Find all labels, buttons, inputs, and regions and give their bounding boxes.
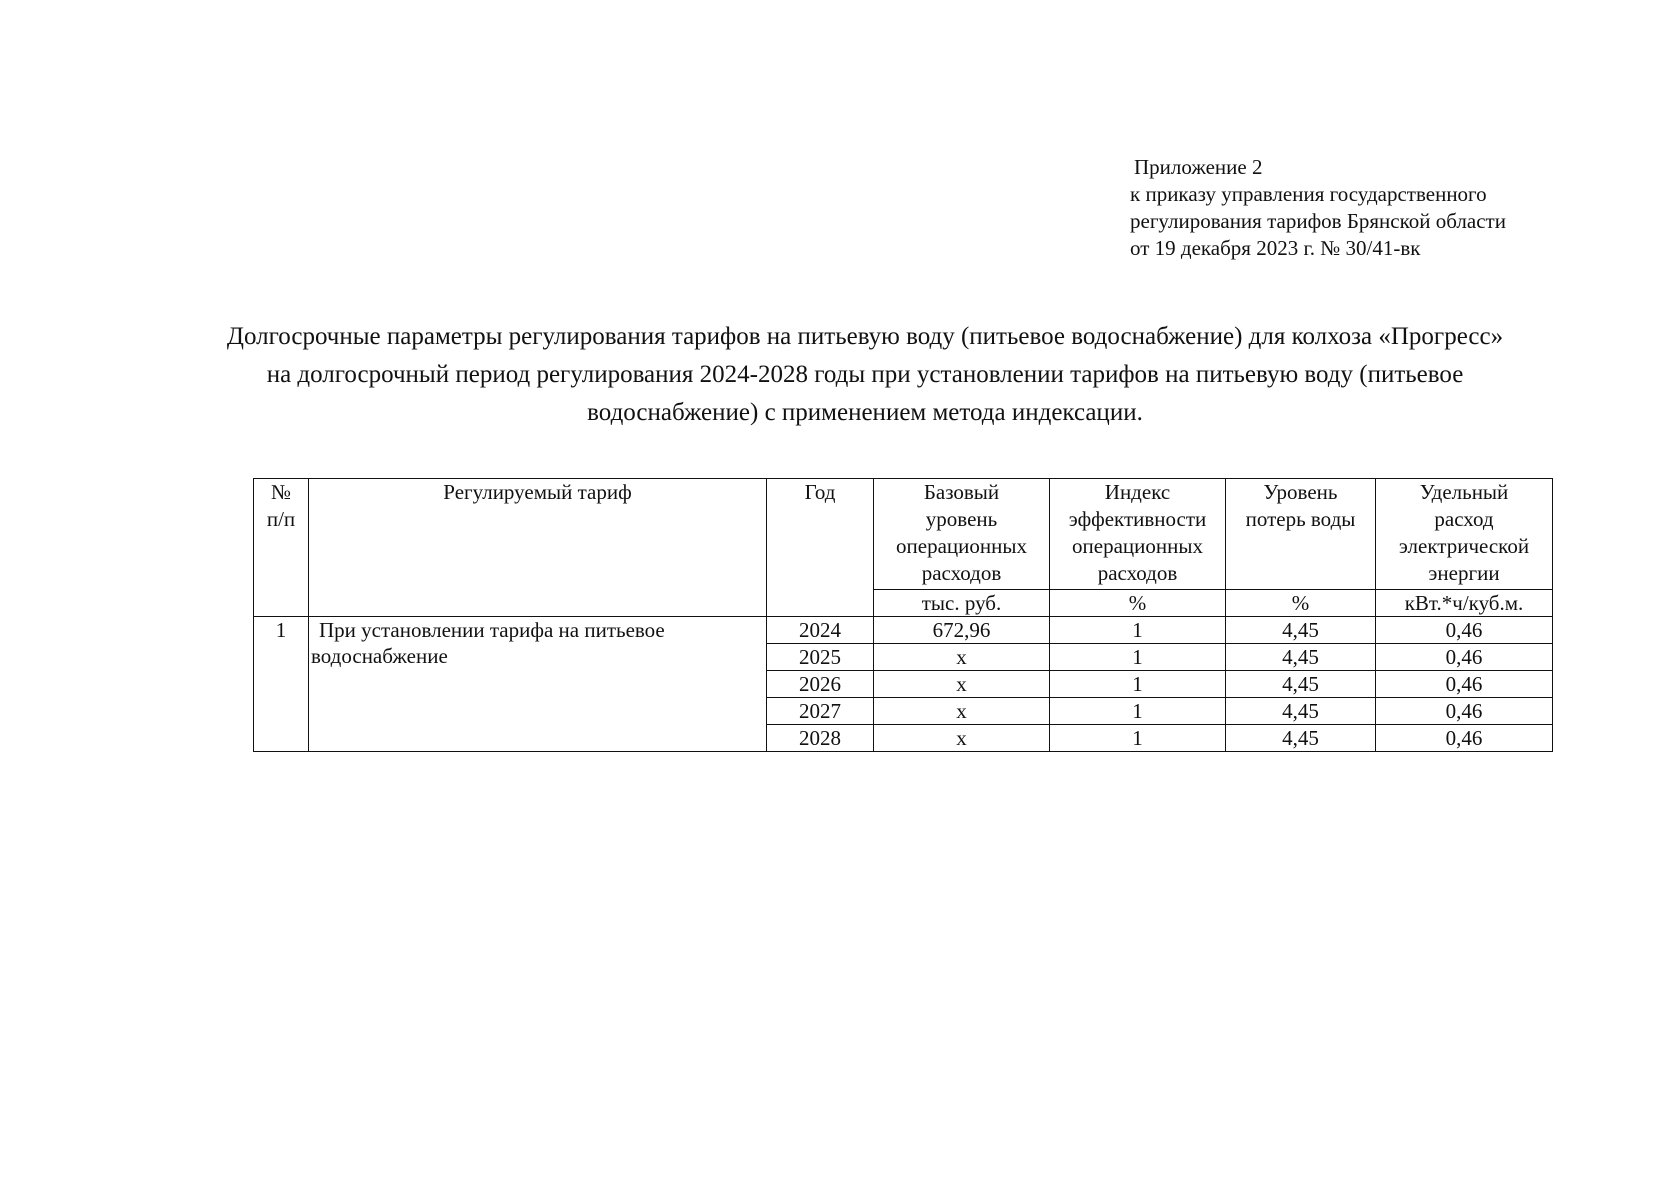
cell-energy: 0,46	[1376, 644, 1553, 671]
title-line: водоснабжение) с применением метода индексации.	[587, 399, 1143, 426]
cell-base: 672,96	[874, 617, 1050, 644]
header-base-level: Базовый уровень операционных расходов	[874, 479, 1050, 590]
cell-loss: 4,45	[1226, 698, 1376, 725]
unit-energy: кВт.*ч/куб.м.	[1376, 590, 1553, 617]
cell-loss: 4,45	[1226, 671, 1376, 698]
cell-index: 1	[1050, 698, 1226, 725]
appendix-line: регулирования тарифов Брянской области	[1130, 209, 1506, 233]
cell-energy: 0,46	[1376, 698, 1553, 725]
header-row	[254, 479, 1553, 590]
cell-base: х	[874, 725, 1050, 752]
appendix-line: Приложение 2	[1134, 155, 1263, 179]
header-num: № п/п	[254, 479, 309, 617]
header-energy-consumption: Удельный расход электрической энергии	[1376, 479, 1553, 590]
cell-index: 1	[1050, 671, 1226, 698]
cell-year: 2026	[767, 671, 874, 698]
cell-loss: 4,45	[1226, 617, 1376, 644]
row-tariff-name: При установлении тарифа на питьевое водоснабжение	[309, 617, 767, 752]
cell-year: 2024	[767, 617, 874, 644]
appendix-line: к приказу управления государственного	[1130, 182, 1487, 206]
document-title	[140, 318, 1590, 432]
parameters-table	[253, 478, 1553, 752]
cell-loss: 4,45	[1226, 725, 1376, 752]
appendix-block	[1130, 154, 1506, 262]
table-row	[254, 617, 1553, 644]
unit-index: %	[1050, 590, 1226, 617]
unit-loss: %	[1226, 590, 1376, 617]
title-line: на долгосрочный период регулирования 2024-2028 годы при установлении тарифов на питьевую воду (питьевое	[266, 361, 1464, 388]
header-water-loss: Уровень потерь воды	[1226, 479, 1376, 590]
cell-year: 2028	[767, 725, 874, 752]
cell-index: 1	[1050, 725, 1226, 752]
cell-index: 1	[1050, 617, 1226, 644]
cell-index: 1	[1050, 644, 1226, 671]
appendix-line: от 19 декабря 2023 г. № 30/41-вк	[1130, 236, 1421, 260]
unit-base: тыс. руб.	[874, 590, 1050, 617]
cell-loss: 4,45	[1226, 644, 1376, 671]
cell-energy: 0,46	[1376, 617, 1553, 644]
cell-year: 2027	[767, 698, 874, 725]
title-line: Долгосрочные параметры регулирования тарифов на питьевую воду (питьевое водоснабжение) для колхоза «Прогресс»	[226, 323, 1504, 350]
header-efficiency-index: Индекс эффективности операционных расходов	[1050, 479, 1226, 590]
cell-base: х	[874, 698, 1050, 725]
cell-energy: 0,46	[1376, 671, 1553, 698]
cell-year: 2025	[767, 644, 874, 671]
cell-energy: 0,46	[1376, 725, 1553, 752]
cell-base: х	[874, 671, 1050, 698]
row-num: 1	[254, 617, 309, 752]
header-tariff: Регулируемый тариф	[309, 479, 767, 617]
cell-base: х	[874, 644, 1050, 671]
header-year: Год	[767, 479, 874, 617]
